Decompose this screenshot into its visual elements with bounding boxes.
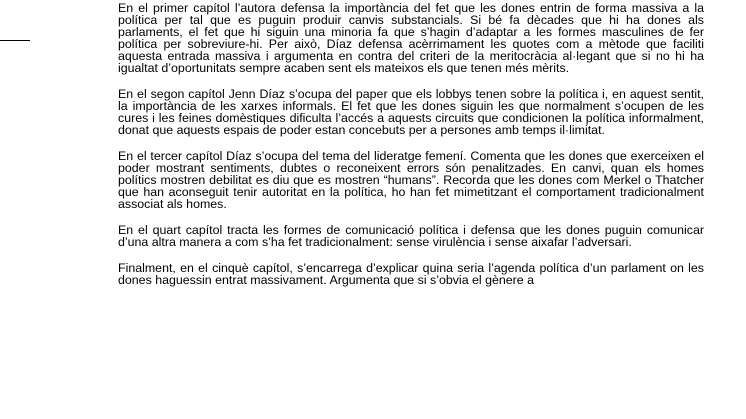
paragraph-chapter-1: En el primer capítol l’autora defensa la importància del fet que les dones entrin de forma massiva a la política per tal que es puguin produir canvis substancials. Si bé fa dècades que hi ha dones als parlaments, el fet que hi siguin una minoria fa que s’hagin d’adaptar a les formes masculines de fer política per sobreviure-hi. Per això, Díaz defensa acèrrimament les quotes com a mètode que faciliti aquesta entrada massiva i argumenta en contra del criteri de la meritocràcia al·legant que si no hi ha igualtat d’oportunitats sempre acaben sent els mateixos els que tenen més mèrits. — [118, 1, 704, 75]
body-text — [118, 2, 704, 300]
paragraph-chapter-2: En el segon capítol Jenn Díaz s’ocupa del paper que els lobbys tenen sobre la política i, en aquest sentit, la importància de les xarxes informals. El fet que les dones siguin les que normalment s’ocupen de les cures i les feines domèstiques dificulta l’accés a aquests circuits que condicionen la política informalment, donat que aquests espais de poder estan concebuts per a persones amb temps il·limitat. — [118, 87, 704, 137]
footnote-separator-line — [0, 40, 30, 41]
paragraph-chapter-4: En el quart capítol tracta les formes de comunicació política i defensa que les dones puguin comunicar d’una altra manera a com s’ha fet tradicionalment: sense virulència i sense aixafar l’adversari. — [118, 223, 704, 249]
paragraph-chapter-5: Finalment, en el cinquè capítol, s’encarrega d’explicar quina seria l’agenda política d’un parlament on les dones haguessin entrat massivament. Argumenta que si s’obvia el gènere a — [118, 261, 704, 287]
paragraph-chapter-3: En el tercer capítol Díaz s’ocupa del tema del lideratge femení. Comenta que les dones que exerceixen el poder mostrant sentiments, dubtes o reconeixent errors són penalitzades. En canvi, quan els homes polítics mostren debilitat es diu que es mostren “humans”. Recorda que les dones com Merkel o Thatcher que han aconseguit tenir autoritat en la política, ho han fet mimetitzant el comportament tradicionalment associat als homes. — [118, 149, 704, 211]
